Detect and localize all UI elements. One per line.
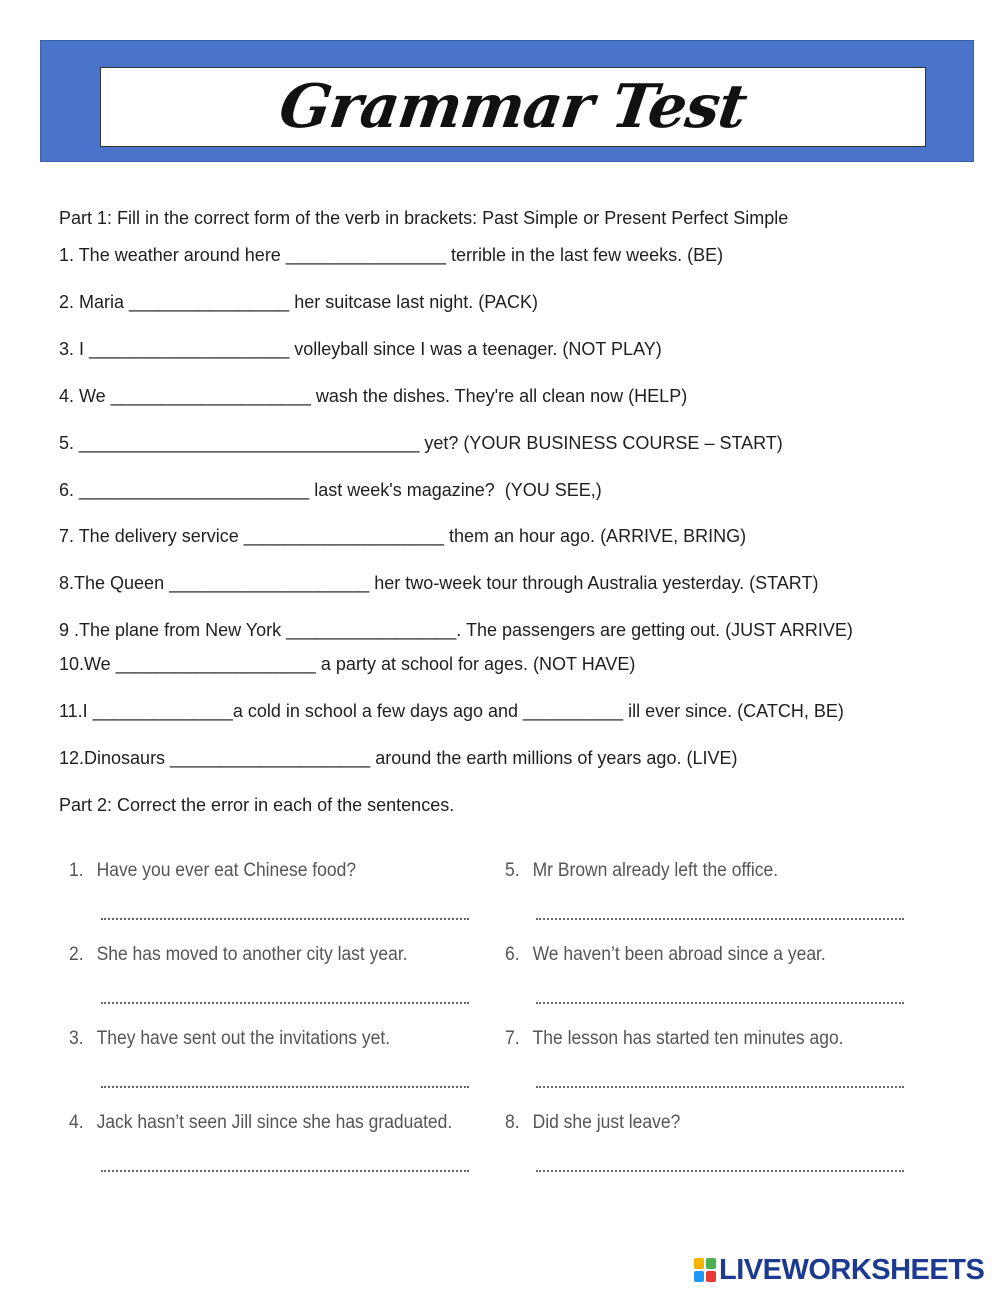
sentence-text: Mr Brown already left the office. (532, 860, 779, 881)
part1-item-10: 10.We ____________________ a party at school for ages. (NOT HAVE) (59, 654, 636, 674)
sentence-text: Jack hasn’t seen Jill since she has graduated. (96, 1112, 453, 1133)
answer-line-5[interactable] (536, 918, 904, 920)
sentence-number: 1. (69, 860, 84, 881)
part1-instruction: Part 1: Fill in the correct form of the verb in brackets: Past Simple or Present Perfect Simple (59, 208, 789, 228)
answer-line-8[interactable] (536, 1170, 904, 1172)
part1-item-11: 11.I ______________a cold in school a few days ago and __________ ill ever since. (CATCH, BE) (59, 701, 844, 721)
logo-mark-icon (694, 1258, 716, 1282)
sentence-number: 2. (69, 944, 84, 965)
sentence-number: 6. (505, 944, 520, 965)
part1-item-1: 1. The weather around here ________________ terrible in the last few weeks. (BE) (59, 245, 724, 265)
sentence-text: They have sent out the invitations yet. (96, 1028, 391, 1049)
part1-item-2: 2. Maria ________________ her suitcase last night. (PACK) (59, 292, 538, 312)
sentence-text: She has moved to another city last year. (96, 944, 408, 965)
part1-item-4: 4. We ____________________ wash the dishes. They're all clean now (HELP) (59, 386, 688, 406)
sentence-text: Have you ever eat Chinese food? (96, 860, 357, 881)
title-box (100, 67, 926, 147)
answer-line-2[interactable] (101, 1002, 469, 1004)
part1-item-9: 9 .The plane from New York _________________. The passengers are getting out. (JUST ARRIVE) (59, 620, 853, 640)
sentence-number: 8. (505, 1112, 520, 1133)
sentence-number: 7. (505, 1028, 520, 1049)
page-title: Grammar Test (275, 72, 751, 142)
part2-sentence-1 (69, 860, 356, 882)
part2-sentence-2 (69, 944, 408, 966)
sentence-number: 3. (69, 1028, 84, 1049)
answer-line-3[interactable] (101, 1086, 469, 1088)
answer-line-7[interactable] (536, 1086, 904, 1088)
part2-sentence-5 (505, 860, 778, 882)
sentence-number: 5. (505, 860, 520, 881)
answer-line-4[interactable] (101, 1170, 469, 1172)
sentence-number: 4. (69, 1112, 84, 1133)
sentence-text: The lesson has started ten minutes ago. (532, 1028, 844, 1049)
part1-item-5: 5. __________________________________ yet? (YOUR BUSINESS COURSE – START) (59, 433, 783, 453)
part2-sentence-6 (505, 944, 826, 966)
sentence-text: Did she just leave? (532, 1112, 681, 1133)
sentence-text: We haven’t been abroad since a year. (532, 944, 826, 965)
logo-text: LIVEWORKSHEETS (719, 1253, 985, 1286)
part2-sentence-4 (69, 1112, 452, 1134)
part1-item-7: 7. The delivery service ____________________ them an hour ago. (ARRIVE, BRING) (59, 526, 747, 546)
part2-instruction: Part 2: Correct the error in each of the sentences. (59, 795, 455, 815)
part1-item-3: 3. I ____________________ volleyball since I was a teenager. (NOT PLAY) (59, 339, 662, 359)
part1-item-12: 12.Dinosaurs ____________________ around the earth millions of years ago. (LIVE) (59, 748, 738, 768)
part2-sentence-7 (505, 1028, 844, 1050)
title-banner (40, 40, 974, 162)
liveworksheets-logo[interactable] (694, 1255, 984, 1285)
answer-line-6[interactable] (536, 1002, 904, 1004)
part2-sentence-3 (69, 1028, 390, 1050)
part2-sentence-8 (505, 1112, 680, 1134)
part1-item-8: 8.The Queen ____________________ her two-week tour through Australia yesterday. (START) (59, 573, 819, 593)
part1-item-6: 6. _______________________ last week's magazine? (YOU SEE,) (59, 480, 602, 500)
answer-line-1[interactable] (101, 918, 469, 920)
